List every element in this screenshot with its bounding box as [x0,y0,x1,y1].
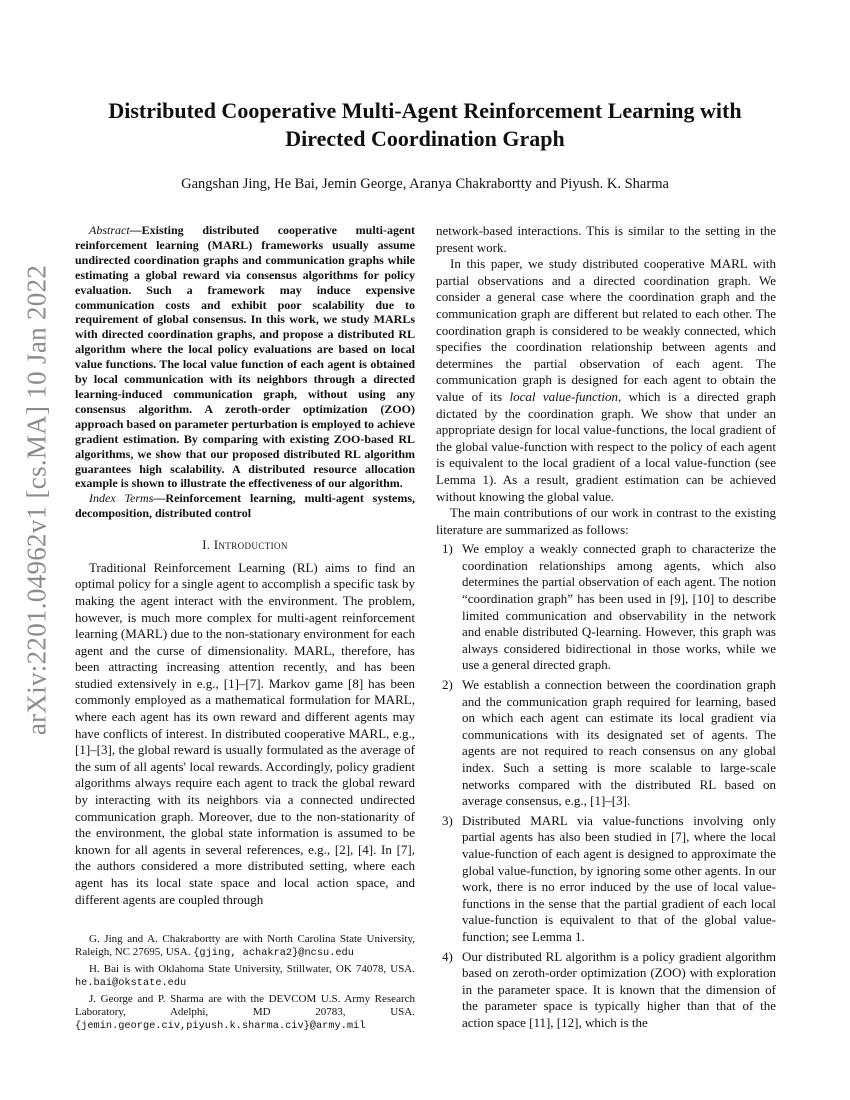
index-terms-dash: — [153,491,166,506]
list-item-text: We employ a weakly connected graph to characterize the coordination relationships among agents, which also determines the partial observation of each agent. The notion “coordination graph” has been used in [9], [10] to describe limited communication and observability in the network and enable distributed Q-learning. However, this graph was always considered bidirectional in those works, while we use a general directed graph. [462,541,776,673]
list-item-text: We establish a connection between the coordination graph and the communication graph required for learning, based on which each agent can estimate its local gradient via communications with its designated set of agents. The agents are not required to reach consensus on any global index. Such a setting is more scalable to large-scale networks compared with the distributed RL based on average consensus, e.g., [1]–[3]. [462,677,776,809]
list-item [436,541,776,674]
contributions-intro: The main contributions of our work in contrast to the existing literature are summarized as follows: [436,505,776,537]
index-terms-lead: Index Terms [89,491,154,506]
right-column [436,223,776,1032]
list-item [436,677,776,810]
abstract-lead: Abstract [89,223,130,237]
abstract-text: Existing distributed cooperative multi-agent reinforcement learning (MARL) frameworks usually assume undirected coordination graphs and communication graphs while estimating a global reward via consensus algorithms for policy evaluation. Such a framework may induce expensive communication costs and exhibit poor scalability due to requirement of global consensus. In this work, we study MARLs with directed coordination graphs, and propose a distributed RL algorithm where the local policy evaluations are based on local value functions. The local value function of each agent is obtained by local communication with its neighbors through a directed learning-induced communication graph, without using any consensus algorithm. A zeroth-order optimization (ZOO) approach based on parameter perturbation is employed to achieve gradient estimation. By comparing with existing ZOO-based RL algorithms, we show that our proposed distributed RL algorithm guarantees high scalability. A distributed resource allocation example is shown to illustrate the effectiveness of our algorithm. [75,223,415,491]
arxiv-stamp [12,264,62,736]
index-terms [75,491,415,521]
list-item-number: 4) [442,948,453,964]
contributions-list [436,541,776,1031]
overview-text-a: In this paper, we study distributed cooperative MARL with partial observations and a directed coordination graph. We consider a general case where the coordination graph and the communication graph are different but related to each other. The coordination graph is considered to be weakly connected, which specifies the coordination relationship between agents and determines the partial observation of each agent. The communication graph is designed for each agent to obtain the value of its [436,256,776,404]
arxiv-stamp-text: arXiv:2201.04962v1 [cs.MA] 10 Jan 2022 [21,264,52,736]
list-item-text: Our distributed RL algorithm is a policy gradient algorithm based on zeroth-order optimization (ZOO) with exploration in the parameter space. It is known that the dimension of the parameter space is typically higher than that of the action space [11], [12], which is the [462,948,776,1030]
section-numeral: I. [202,538,214,553]
list-item-text: Distributed MARL via value-functions involving only partial agents has also been studied in [7], where the local value-function of each agent is designed to approximate the global value-function, by ignoring some other agents. In our work, there is no error induced by the use of local value-functions in the sense that the partial gradient of each local value-function is equivalent to that of the global value-function; see Lemma 1. [462,812,776,944]
list-item [436,949,776,1032]
footnote-affiliation-3 [75,993,415,1034]
list-item-number: 3) [442,812,453,828]
section-name: Introduction [213,538,288,553]
intro-paragraph-1: Traditional Reinforcement Learning (RL) aims to find an optimal policy for a single agent to accomplish a specific task by making the agent interact with the environment. The problem, however, is much more complex for multi-agent reinforcement learning (MARL) due to the non-stationary environment for each agent and the curse of dimensionality. MARL, therefore, has been attracting increasing attention recently, and has been studied extensively in e.g., [1]–[7]. Markov game [8] has been commonly employed as a mathematical formulation for MARL, where each agent has its own reward and different agents may have conflicts of interest. In distributed cooperative MARL, e.g., [1]–[3], the global reward is usually formulated as the average of the sum of all agents' local rewards. Accordingly, policy gradient algorithms always require each agent to track the global reward by interacting with its neighbors via a connected undirected communication graph. Moreover, due to the non-stationarity of the environment, the global state information is assumed to be known for all agents in several references, e.g., [2], [4]. In [7], the authors considered a more distributed setting, where each agent has its local state space and local action space, and different agents are coupled through [75,559,415,907]
footnote-3-email: {jemin.george.civ,piyush.k.sharma.civ}@army.mil [75,1020,366,1033]
footnote-1-email: {gjing, achakra2}@ncsu.edu [193,947,354,960]
continued-paragraph: network-based interactions. This is similar to the setting in the present work. [436,223,776,255]
footnote-affiliation-2 [75,963,415,991]
footnote-2-text: H. Bai is with Oklahoma State University, Stillwater, OK 74078, USA. [89,962,415,975]
section-heading-introduction [75,537,415,554]
list-item-number: 2) [442,677,453,693]
list-item [436,813,776,946]
list-item-number: 1) [442,541,453,557]
footnote-3-text: J. George and P. Sharma are with the DEVCOM U.S. Army Research Laboratory, Adelphi, MD 20783, USA. [75,992,415,1019]
paper-overview-paragraph [436,256,776,505]
footnotes [75,933,415,1036]
paper-title [80,97,770,153]
footnote-affiliation-1 [75,933,415,961]
abstract-dash: — [129,223,142,237]
abstract [75,223,415,491]
index-terms-text: Reinforcement learning, multi-agent systems, decomposition, distributed control [75,491,415,521]
left-column [75,223,415,908]
title-line-1: Distributed Cooperative Multi-Agent Reinforcement Learning with [108,98,742,123]
footnote-2-email: he.bai@okstate.edu [75,977,187,990]
author-list: Gangshan Jing, He Bai, Jemin George, Aranya Chakrabortty and Piyush. K. Sharma [181,176,669,192]
title-line-2: Directed Coordination Graph [285,126,565,151]
overview-text-b: , which is a directed graph dictated by the coordination graph. We show that under an appropriate design for local value-functions, the local gradient of the global value-function with respect to the policy of each agent is equivalent to the local gradient of a local value-function (see Lemma 1). As a result, gradient estimation can be achieved without knowing the global value. [436,388,776,504]
overview-emphasis: local value-function [509,388,618,404]
footnote-1-text: G. Jing and A. Chakrabortty are with North Carolina State University, Raleigh, NC 27695, USA. [75,933,415,959]
